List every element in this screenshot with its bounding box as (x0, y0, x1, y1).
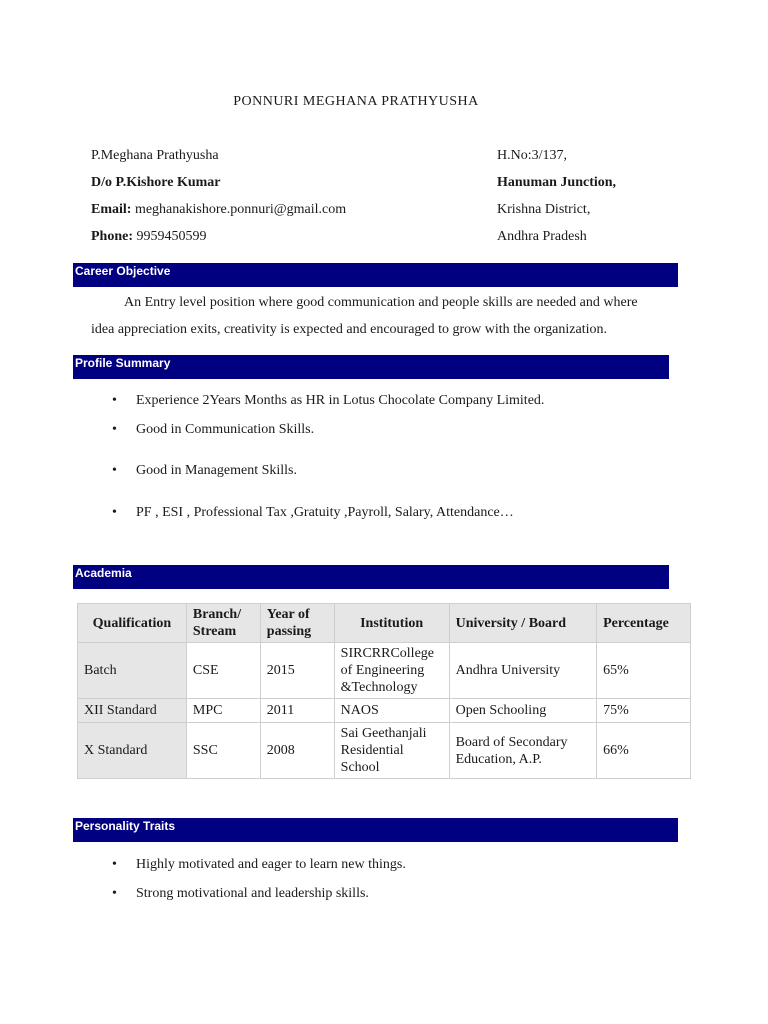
table-row (78, 723, 691, 779)
bullet-icon: • (112, 857, 117, 872)
address-locality: Hanuman Junction, (497, 175, 617, 190)
candidate-name: P.Meghana Prathyusha (91, 148, 219, 163)
table-cell: SIRCRRCollege of Engineering &Technology (334, 643, 449, 699)
table-cell: CSE (186, 643, 260, 699)
table-cell: Open Schooling (449, 699, 596, 723)
career-objective-line-1: An Entry level position where good communication and people skills are needed and where (124, 295, 638, 310)
table-cell: X Standard (78, 723, 187, 779)
table-cell: Board of Secondary Education, A.P. (449, 723, 596, 779)
table-row (78, 699, 691, 723)
table-cell: Batch (78, 643, 187, 699)
address-district: Krishna District, (497, 202, 591, 217)
table-cell: Sai Geethanjali Residential School (334, 723, 449, 779)
bullet-icon: • (112, 393, 117, 408)
bullet-icon: • (112, 463, 117, 478)
phone-value: 9959450599 (136, 229, 207, 244)
bullet-icon: • (112, 505, 117, 520)
column-header-branch: Branch/ Stream (186, 604, 260, 643)
list-item: • Experience 2Years Months as HR in Lotus Chocolate Company Limited. (112, 393, 545, 408)
academia-heading: Academia (73, 565, 669, 589)
email-line (91, 200, 346, 220)
list-item: • Good in Communication Skills. (112, 422, 315, 437)
table-cell: SSC (186, 723, 260, 779)
list-item: • Strong motivational and leadership skills. (112, 886, 369, 901)
table-cell: MPC (186, 699, 260, 723)
page-title: PONNURI MEGHANA PRATHYUSHA (233, 94, 479, 109)
table-header-row (78, 604, 691, 643)
column-header-qualification: Qualification (78, 604, 187, 643)
list-item: • Highly motivated and eager to learn new things. (112, 857, 406, 872)
address-state: Andhra Pradesh (497, 229, 587, 244)
table-cell: 66% (597, 723, 691, 779)
column-header-institution: Institution (334, 604, 449, 643)
table-cell: 2008 (260, 723, 334, 779)
email-label: Email: (91, 202, 132, 217)
career-objective-heading: Career Objective (73, 263, 678, 287)
table-cell: 75% (597, 699, 691, 723)
academia-table (77, 603, 691, 779)
phone-label: Phone: (91, 229, 133, 244)
email-value[interactable]: meghanakishore.ponnuri@gmail.com (134, 202, 347, 217)
table-row (78, 643, 691, 699)
career-objective-line-2: idea appreciation exits, creativity is expected and encouraged to grow with the organization. (91, 322, 607, 337)
column-header-university: University / Board (449, 604, 596, 643)
list-item: • Good in Management Skills. (112, 463, 297, 478)
table-cell: 65% (597, 643, 691, 699)
column-header-percentage: Percentage (597, 604, 691, 643)
table-cell: Andhra University (449, 643, 596, 699)
parent-name: D/o P.Kishore Kumar (91, 175, 221, 190)
table-cell: 2011 (260, 699, 334, 723)
table-cell: NAOS (334, 699, 449, 723)
bullet-icon: • (112, 422, 117, 437)
list-item: • PF , ESI , Professional Tax ,Gratuity ,Payroll, Salary, Attendance… (112, 505, 514, 520)
column-header-year: Year of passing (260, 604, 334, 643)
bullet-icon: • (112, 886, 117, 901)
table-cell: 2015 (260, 643, 334, 699)
phone-line (91, 227, 207, 247)
profile-summary-heading: Profile Summary (73, 355, 669, 379)
address-house: H.No:3/137, (497, 148, 567, 163)
table-cell: XII Standard (78, 699, 187, 723)
personality-traits-heading: Personality Traits (73, 818, 678, 842)
